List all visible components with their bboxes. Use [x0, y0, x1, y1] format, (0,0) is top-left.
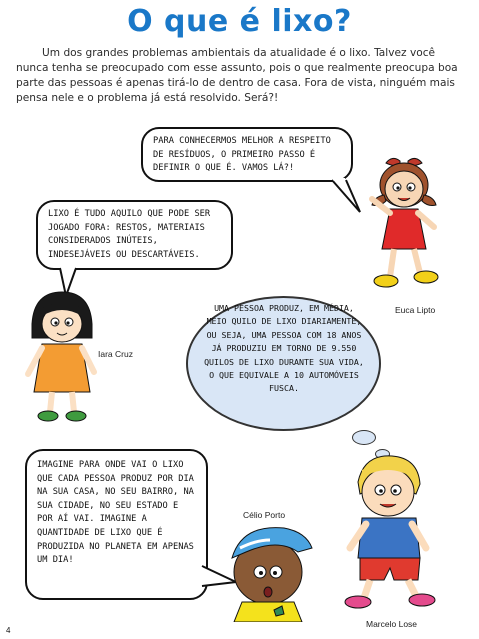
thought-cloud-text: UMA PESSOA PRODUZ, EM MÉDIA, MEIO QUILO DE LIXO DIARIAMENTE, OU SEJA, UMA PESSOA COM 18 ANOS JÁ PRODUZIU EM TORNO DE 9.550 QUILOS DE LIXO DURANTE SUA VIDA, O QUE EQUIVALE A 10 AUTOMÓVEIS FUSCA. — [204, 303, 364, 394]
euca-speech-text: PARA CONHECERMOS MELHOR A RESPEITO DE RESÍDUOS, O PRIMEIRO PASSO É DEFINIR O QUE É. VAMOS LÁ?! — [153, 136, 331, 174]
euca-lipto-name: Euca Lipto — [395, 305, 436, 315]
celio-porto-name: Célio Porto — [243, 510, 286, 520]
euca-speech-bubble — [141, 127, 353, 182]
celio-speech-text: IMAGINE PARA ONDE VAI O LIXO QUE CADA PESSOA PRODUZ POR DIA NA SUA CASA, NO SEU BAIRRO, NA SUA CIDADE, NO SEU ESTADO E POR AÍ VAI. IMAGINE A QUANTIDADE DE LIXO QUE É PRODUZIDA NO PLANETA EM APENAS UM DIA! — [37, 460, 194, 566]
page-title: O que é lixo? — [127, 4, 352, 39]
iara-cruz-name: Iara Cruz — [98, 349, 133, 359]
iara-speech-bubble — [36, 200, 233, 270]
celio-speech-bubble — [25, 449, 208, 600]
iara-speech-text: LIXO É TUDO AQUILO QUE PODE SER JOGADO FORA: RESTOS, MATERIAIS CONSIDERADOS INÚTEIS, INDESEJÁVEIS OU DESCARTÁVEIS. — [48, 209, 211, 260]
marcelo-lose-illustration — [336, 452, 440, 618]
page-number: 4 — [6, 626, 11, 635]
iara-cruz-illustration — [20, 288, 100, 426]
euca-lipto-illustration — [360, 155, 450, 303]
intro-paragraph: Um dos grandes problemas ambientais da atualidade é o lixo. Talvez você nunca tenha se preocupado com esse assunto, pois o que realmente preocupa boa parte das pessoas é apenas tirá-lo de dentro de casa. Fora de vista, ninguém mais pensa nele e o problema já está resolvido. Será?! — [16, 47, 458, 104]
thought-puff-1 — [352, 430, 376, 445]
marcelo-lose-name: Marcelo Lose — [366, 619, 418, 629]
celio-porto-illustration — [218, 518, 318, 622]
